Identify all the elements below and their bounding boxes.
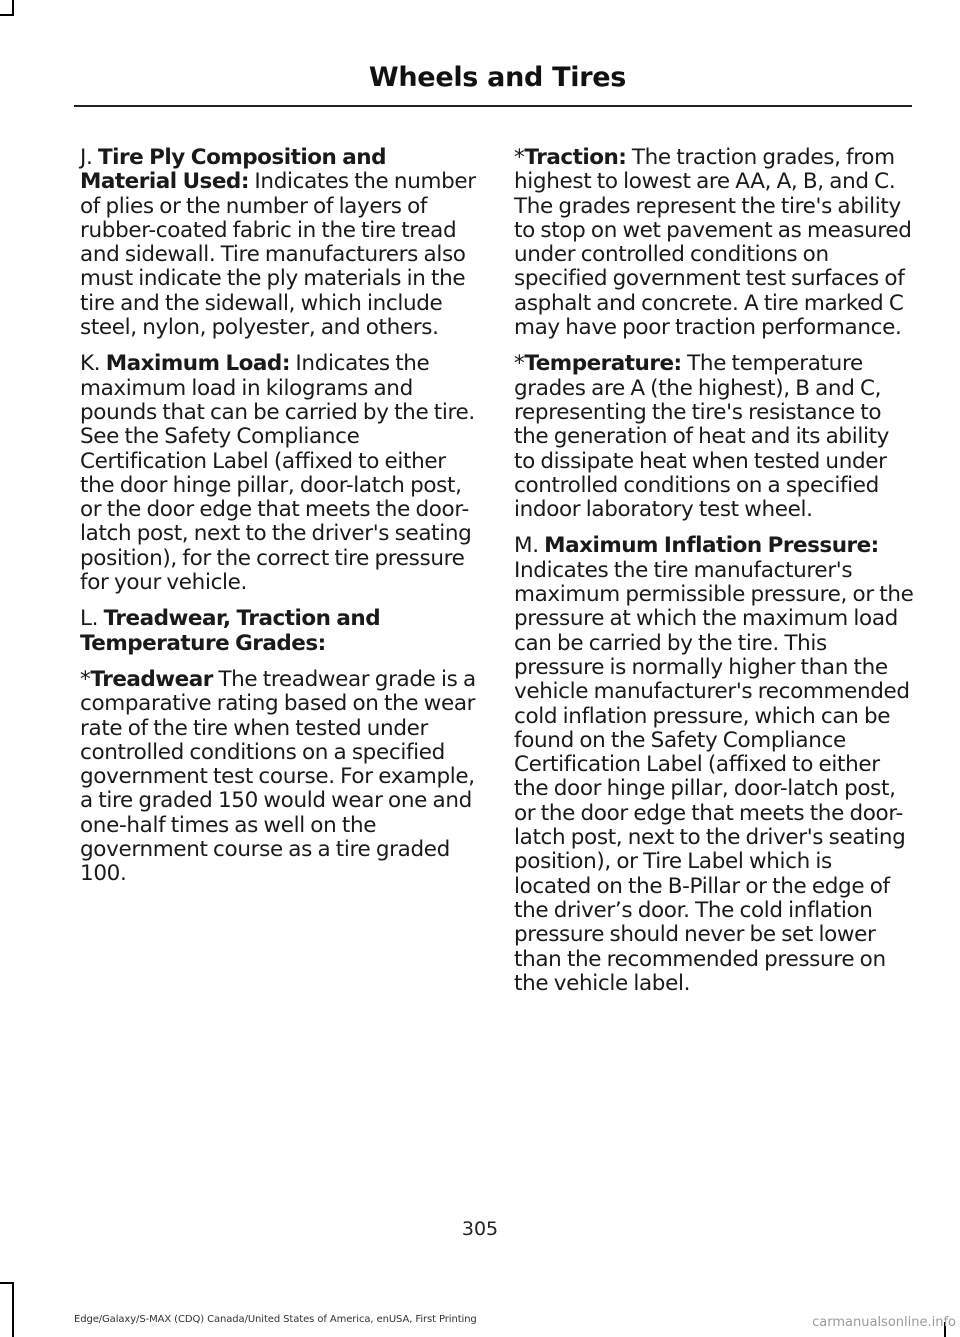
item-prefix: * <box>80 666 91 692</box>
paragraph-traction <box>514 146 914 340</box>
publication-footer: Edge/Galaxy/S-MAX (CDQ) Canada/United States of America, enUSA, First Printing <box>74 1314 477 1325</box>
paragraph-grades-heading <box>80 607 480 656</box>
paragraph-text: Indicates the tire manufacturer's maximum permissible pressure, or the pressure at which the maximum load can be carried by the tire. This pressure is normally higher than the vehicle manufacturer's recommended cold inflation pressure, which can be found on the Safety Compliance Certification Label (affixed to either the door hinge pillar, door-latch post, or the door edge that meets the door-latch post, next to the driver's seating position), or Tire Label which is located on the B-Pillar or the edge of the driver’s door. The cold inflation pressure should never be set lower than the recommended pressure on the vehicle label. <box>514 557 914 996</box>
left-column <box>80 146 480 899</box>
paragraph-maximum-load <box>80 352 480 595</box>
term-treadwear: Treadwear <box>90 666 213 692</box>
paragraph-text: The temperature grades are A (the highest), B and C, representing the tire's resistance to the generation of heat and its ability to dissipate heat when tested under controlled conditions on a specified indoor laboratory test wheel. <box>514 351 890 523</box>
paragraph-text: Indicates the number of plies or the number of layers of rubber-coated fabric in the tire tread and sidewall. Tire manufacturers also must indicate the ply materials in the tire and the sidewall, which include steel, nylon, polyester, and others. <box>80 169 476 341</box>
paragraph-temperature <box>514 352 914 522</box>
term-maximum-inflation: Maximum Inflation Pressure: <box>544 533 879 559</box>
item-prefix: L. <box>80 606 104 632</box>
term-tire-ply: Tire Ply Composition and Material Used: <box>80 145 386 195</box>
crop-mark-bottom-left-h <box>0 1282 14 1284</box>
item-prefix: * <box>514 351 525 377</box>
item-prefix: J. <box>80 145 98 170</box>
item-prefix: K. <box>80 351 106 377</box>
page-number: 305 <box>461 1218 499 1240</box>
paragraph-text: The traction grades, from highest to lowest are AA, A, B, and C. The grades represent the tire's ability to stop on wet pavement as measured under controlled conditions on specified government test surfaces of asphalt and concrete. A tire marked C may have poor traction performance. <box>514 145 912 341</box>
paragraph-text: Indicates the maximum load in kilograms and pounds that can be carried by the tire. See the Safety Compliance Certification Label (affixed to either the door hinge pillar, door-latch post, or the door edge that meets the door-latch post, next to the driver's seating position), for the correct tire pressure for your vehicle. <box>80 351 475 596</box>
term-temperature: Temperature: <box>524 351 682 377</box>
term-traction: Traction: <box>524 145 627 170</box>
term-maximum-load: Maximum Load: <box>105 351 290 377</box>
header-rule <box>74 105 912 107</box>
term-grades: Treadwear, Traction and Temperature Grades: <box>80 606 381 656</box>
item-prefix: M. <box>514 533 545 559</box>
watermark: carmanualsonline.info <box>812 1315 956 1330</box>
crop-mark-bottom-left <box>12 1282 14 1337</box>
item-prefix: * <box>514 145 525 170</box>
page-title: Wheels and Tires <box>368 62 626 93</box>
paragraph-text: The treadwear grade is a comparative rating based on the wear rate of the tire when tested under controlled conditions on a specified government test course. For example, a tire graded 150 would wear one and one-half times as well on the government course as a tire graded 100. <box>80 666 476 887</box>
crop-mark-top-left-h <box>0 14 14 16</box>
paragraph-maximum-inflation <box>514 534 914 996</box>
paragraph-tire-ply <box>80 146 480 340</box>
paragraph-treadwear <box>80 668 480 887</box>
right-column <box>514 146 914 1008</box>
